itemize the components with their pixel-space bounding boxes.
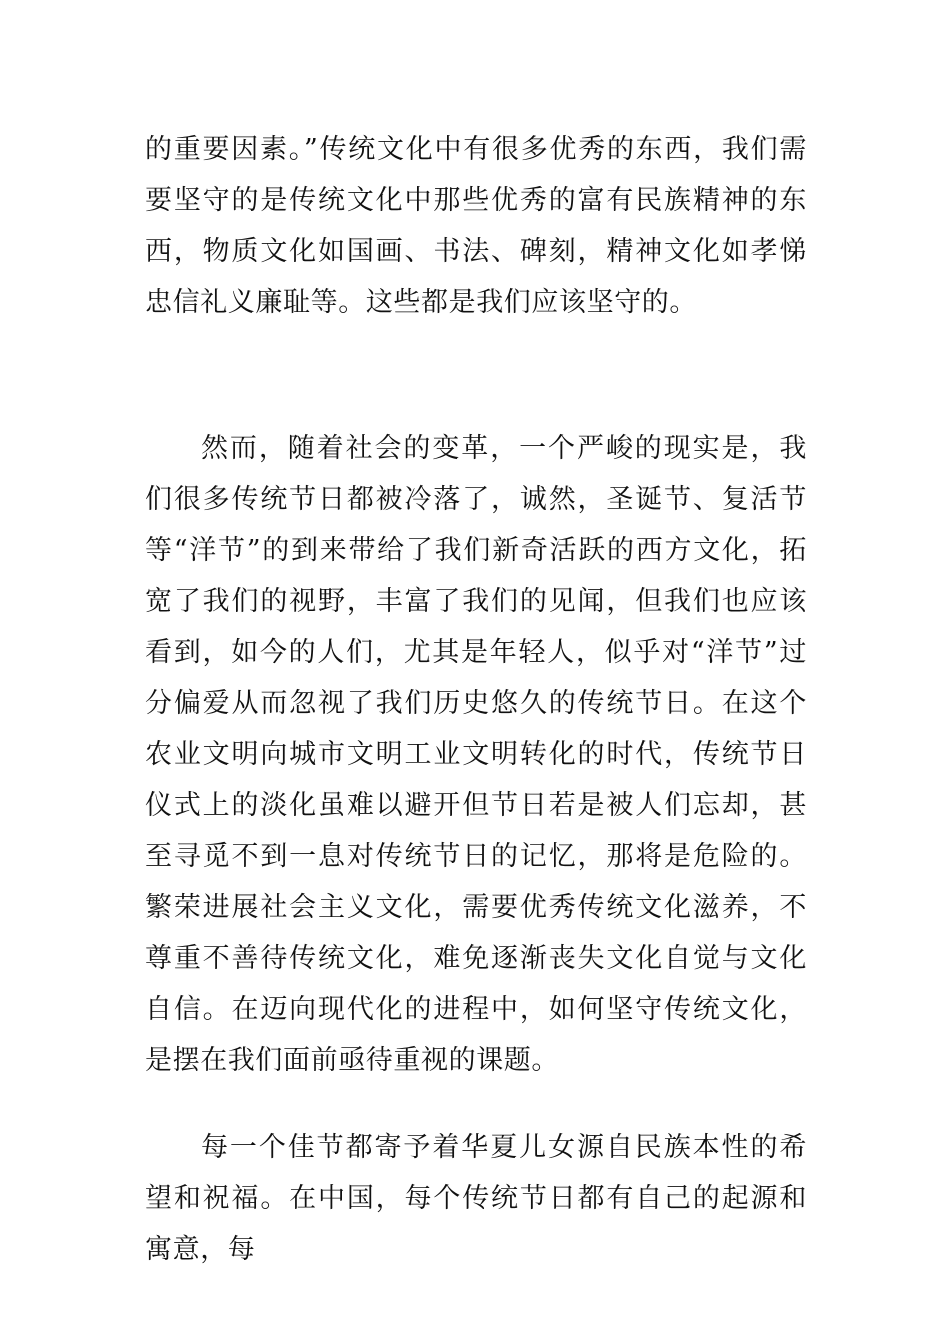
paragraph-continuation: 的重要因素。”传统文化中有很多优秀的东西，我们需要坚守的是传统文化中那些优秀的富有民族精神的东西，物质文化如国画、书法、碑刻，精神文化如孝悌忠信礼义廉耻等。这些都是我们应该坚守的。 [145,134,807,318]
paragraph-body: 然而，随着社会的变革，一个严峻的现实是，我们很多传统节日都被冷落了，诚然，圣诞节、复活节等“洋节”的到来带给了我们新奇活跃的西方文化，拓宽了我们的视野，丰富了我们的见闻，但我们也应该看到，如今的人们，尤其是年轻人，似乎对“洋节”过分偏爱从而忽视了我们历史悠久的传统节日。在这个农业文明向城市文明工业文明转化的时代，传统节日仪式上的淡化虽难以避开但节日若是被人们忘却，甚至寻觅不到一息对传统节日的记忆，那将是危险的。繁荣进展社会主义文化，需要优秀传统文化滋养，不尊重不善待传统文化，难免逐渐丧失文化自觉与文化自信。在迈向现代化的进程中，如何坚守传统文化，是摆在我们面前亟待重视的课题。 [145,433,807,1076]
paragraph-body: 每一个佳节都寄予着华夏儿女源自民族本性的希望和祝福。在中国，每个传统节日都有自己的起源和寓意，每 [145,1132,807,1265]
